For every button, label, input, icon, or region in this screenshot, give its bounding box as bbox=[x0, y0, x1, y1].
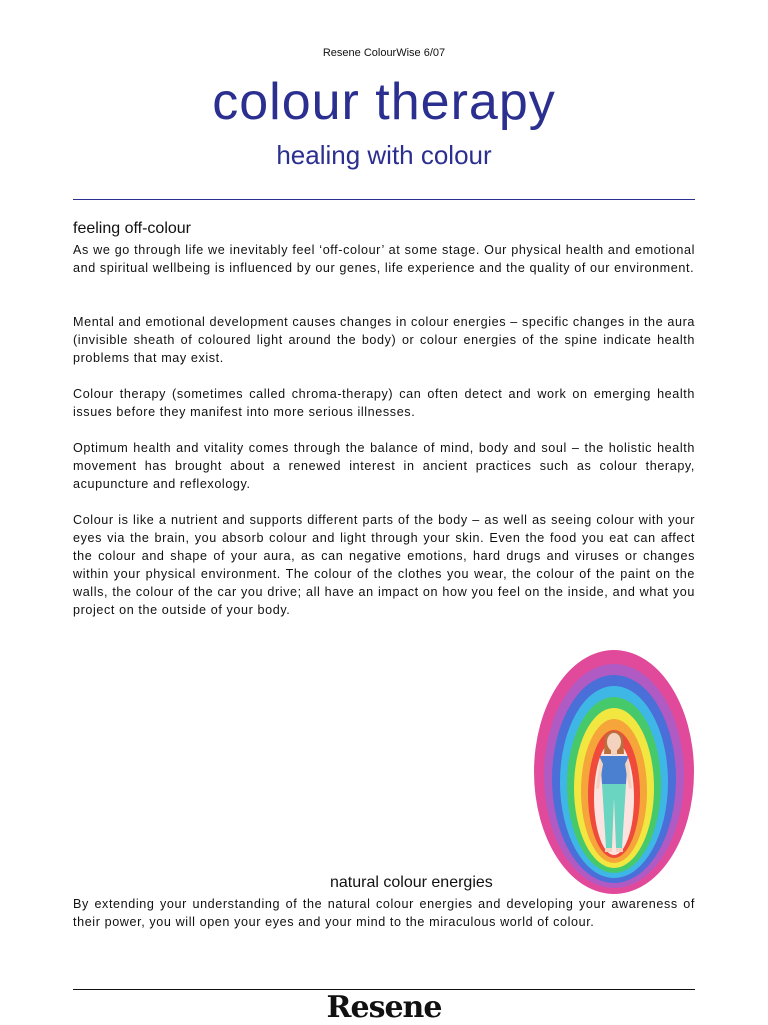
paragraph-6: By extending your understanding of the natural colour energies and developing your awareness of their power, you will open your eyes and your mind to the miraculous world of colour. bbox=[73, 897, 695, 929]
aura-illustration bbox=[532, 638, 696, 894]
document-reference: Resene ColourWise 6/07 bbox=[322, 47, 446, 59]
page-title: colour therapy bbox=[212, 73, 556, 131]
section-heading-feeling-off-colour: feeling off-colour bbox=[73, 220, 191, 237]
paragraph-3: Colour therapy (sometimes called chroma-therapy) can often detect and work on emerging health issues before they manifest into more serious illnesses. bbox=[73, 387, 695, 419]
title-divider bbox=[73, 199, 695, 200]
page-subtitle: healing with colour bbox=[276, 140, 492, 170]
paragraph-4: Optimum health and vitality comes through the balance of mind, body and soul – the holistic health movement has brought about a renewed interest in ancient practices such as colour therapy, acupuncture and reflexology. bbox=[73, 441, 695, 491]
section-heading-natural-colour-energies: natural colour energies bbox=[330, 874, 493, 891]
paragraph-1: As we go through life we inevitably feel ‘off-colour’ at some stage. Our physical health and emotional and spiritual wellbeing is influenced by our genes, life experience and the quality of our environment. bbox=[73, 243, 695, 275]
brand-logo: Resene bbox=[326, 990, 442, 1025]
paragraph-5: Colour is like a nutrient and supports different parts of the body – as well as seeing colour with your eyes via the brain, you absorb colour and light through your skin. Even the food you eat can affect the colour and shape of your aura, as can negative emotions, hard drugs and viruses or changes within your physical environment. The colour of the clothes you wear, the colour of the paint on the walls, the colour of the car you drive; all have an impact on how you feel on the inside, and what you project on the outside of your body. bbox=[73, 513, 695, 617]
paragraph-2: Mental and emotional development causes changes in colour energies – specific changes in the aura (invisible sheath of coloured light around the body) or colour energies of the spine indicate health problems that may exist. bbox=[73, 315, 695, 365]
